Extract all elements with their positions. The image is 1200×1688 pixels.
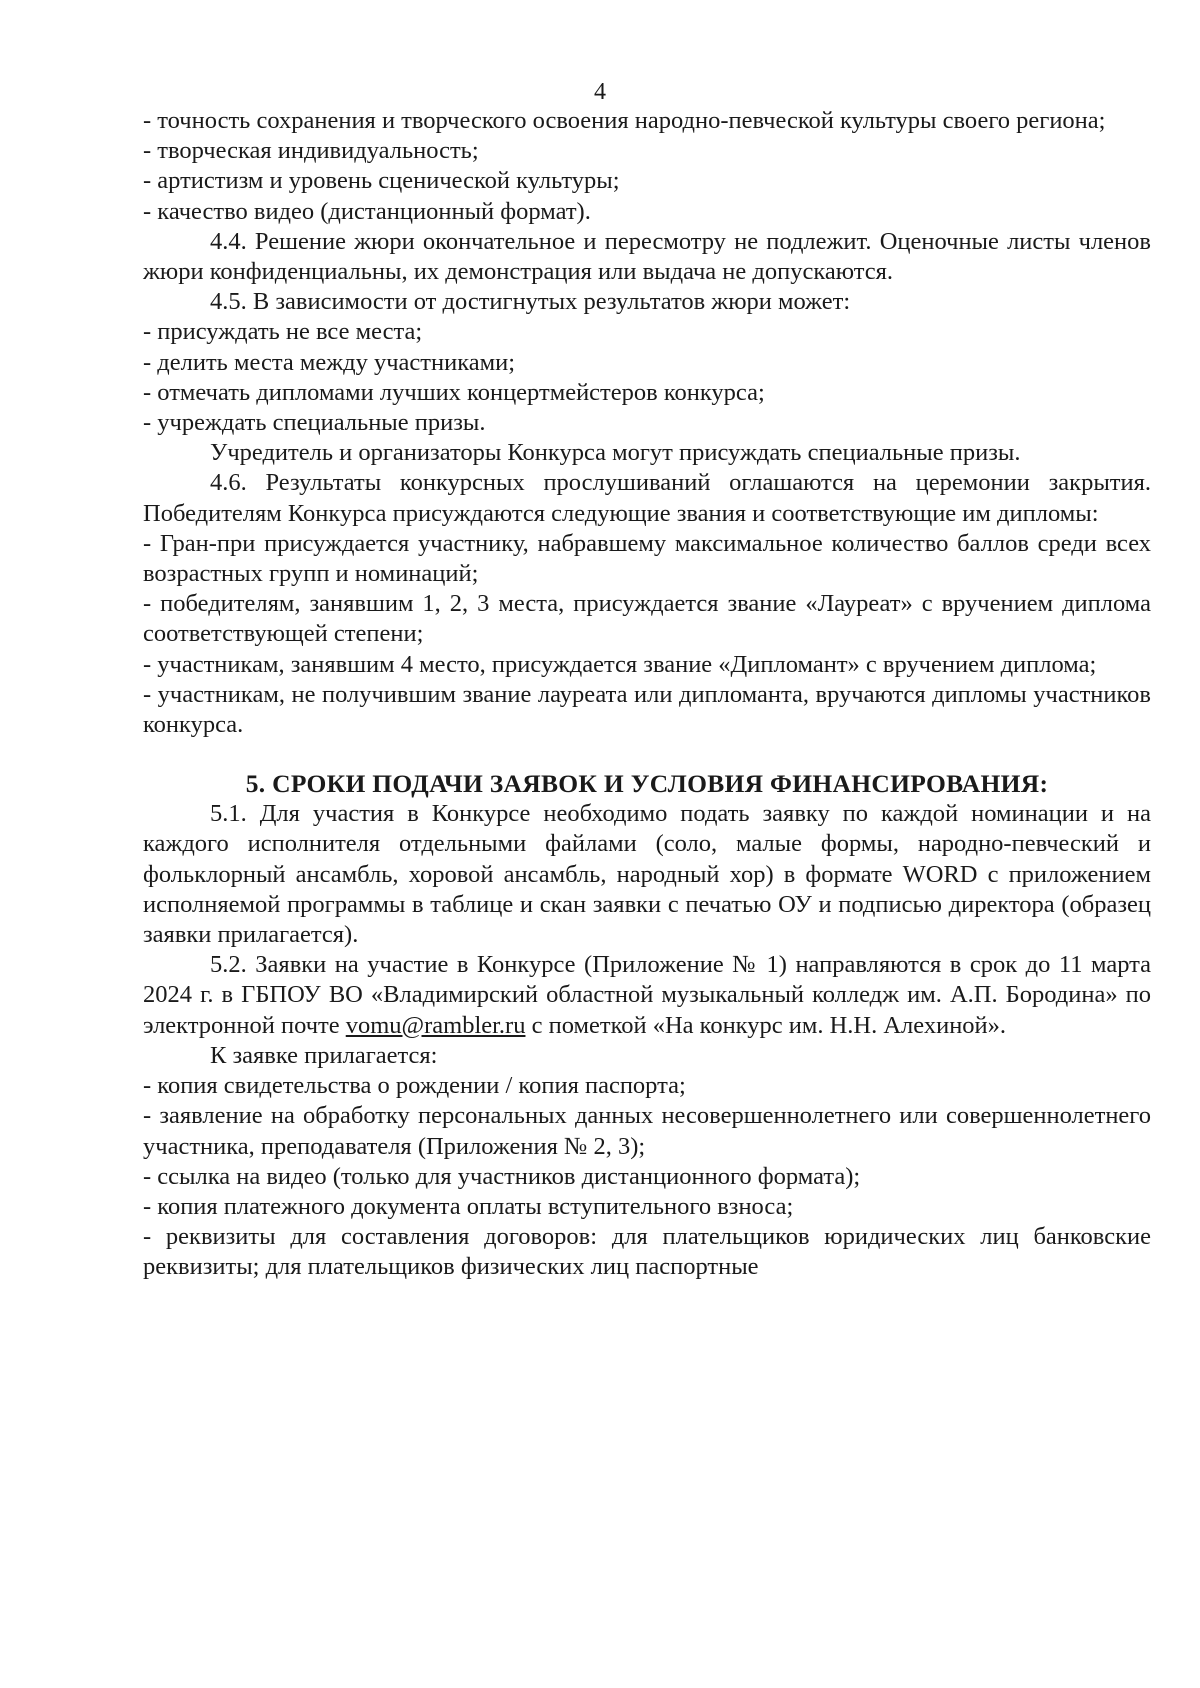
- paragraph-4-5: 4.5. В зависимости от достигнутых результатов жюри может:: [210, 288, 851, 316]
- attachment-item: - заявление на обработку персональных данных несовершеннолетнего или совершеннолетнего участника, преподавателя (Приложения № 2, 3);: [143, 1102, 1151, 1160]
- paragraph-founder: Учредитель и организаторы Конкурса могут присуждать специальные призы.: [210, 439, 1021, 467]
- attachment-item: - реквизиты для составления договоров: для плательщиков юридических лиц банковские реквизиты; для плательщиков физических лиц паспортные: [143, 1223, 1151, 1281]
- paragraph-5-2-tail: с пометкой «На конкурс им. Н.Н. Алехиной».: [525, 1011, 1007, 1039]
- criteria-item: - артистизм и уровень сценической культуры;: [143, 167, 620, 195]
- paragraph-5-2-text: 5.2. Заявки на участие в Конкурсе (Приложение № 1) направляются в срок до 11 марта 2024 г. в ГБПОУ ВО «Владимирский областной музыкальный колледж им. А.П. Бородина» по электронной почте: [143, 951, 1151, 1039]
- criteria-item: - точность сохранения и творческого освоения народно-певческой культуры своего региона;: [143, 107, 1106, 134]
- jury-item: - отмечать дипломами лучших концертмейстеров конкурса;: [143, 378, 765, 406]
- jury-item: - присуждать не все места;: [143, 318, 423, 346]
- award-item: - Гран-при присуждается участнику, набравшему максимальное количество баллов среди всех возрастных групп и номинаций;: [143, 529, 1151, 588]
- jury-item: - делить места между участниками;: [143, 348, 516, 376]
- section-5-title: 5. СРОКИ ПОДАЧИ ЗАЯВОК И УСЛОВИЯ ФИНАНСИРОВАНИЯ:: [245, 769, 1049, 799]
- paragraph-4-6: 4.6. Результаты конкурсных прослушиваний оглашаются на церемонии закрытия. Победителям Конкурса присуждаются следующие звания и соответствующие им дипломы:: [143, 469, 1151, 527]
- paragraph-attachments: К заявке прилагается:: [210, 1041, 438, 1069]
- paragraph-5-2: [143, 950, 1151, 1041]
- attachment-item: - ссылка на видео (только для участников дистанционного формата);: [143, 1162, 861, 1190]
- attachment-item: - копия свидетельства о рождении / копия паспорта;: [143, 1072, 686, 1100]
- award-item: - участникам, не получившим звание лауреата или дипломанта, вручаются дипломы участников конкурса.: [143, 680, 1151, 739]
- paragraph-4-4: 4.4. Решение жюри окончательное и пересмотру не подлежит. Оценочные листы членов жюри конфиденциальны, их демонстрация или выдача не допускаются.: [143, 227, 1151, 286]
- paragraph-5-1: 5.1. Для участия в Конкурсе необходимо подать заявку по каждой номинации и на каждого исполнителя отдельными файлами (соло, малые формы, народно-певческий и фольклорный ансамбль, хоровой ансамбль, народный хор) в формате WORD с приложением исполняемой программы в таблице и скан заявки с печатью ОУ и подписью директора (образец заявки прилагается).: [143, 800, 1151, 949]
- email-link[interactable]: vomu@rambler.ru: [345, 1011, 526, 1039]
- attachment-item: - копия платежного документа оплаты вступительного взноса;: [143, 1192, 794, 1220]
- page-content: [143, 106, 1151, 1283]
- award-item: - участникам, занявшим 4 место, присуждается звание «Дипломант» с вручением диплома;: [143, 650, 1097, 678]
- jury-item: - учреждать специальные призы.: [143, 409, 486, 437]
- page-number: 4: [594, 79, 606, 105]
- criteria-item: - творческая индивидуальность;: [143, 137, 479, 165]
- criteria-item: - качество видео (дистанционный формат).: [143, 197, 591, 225]
- award-item: - победителям, занявшим 1, 2, 3 места, присуждается звание «Лауреат» с вручением диплома соответствующей степени;: [143, 590, 1151, 648]
